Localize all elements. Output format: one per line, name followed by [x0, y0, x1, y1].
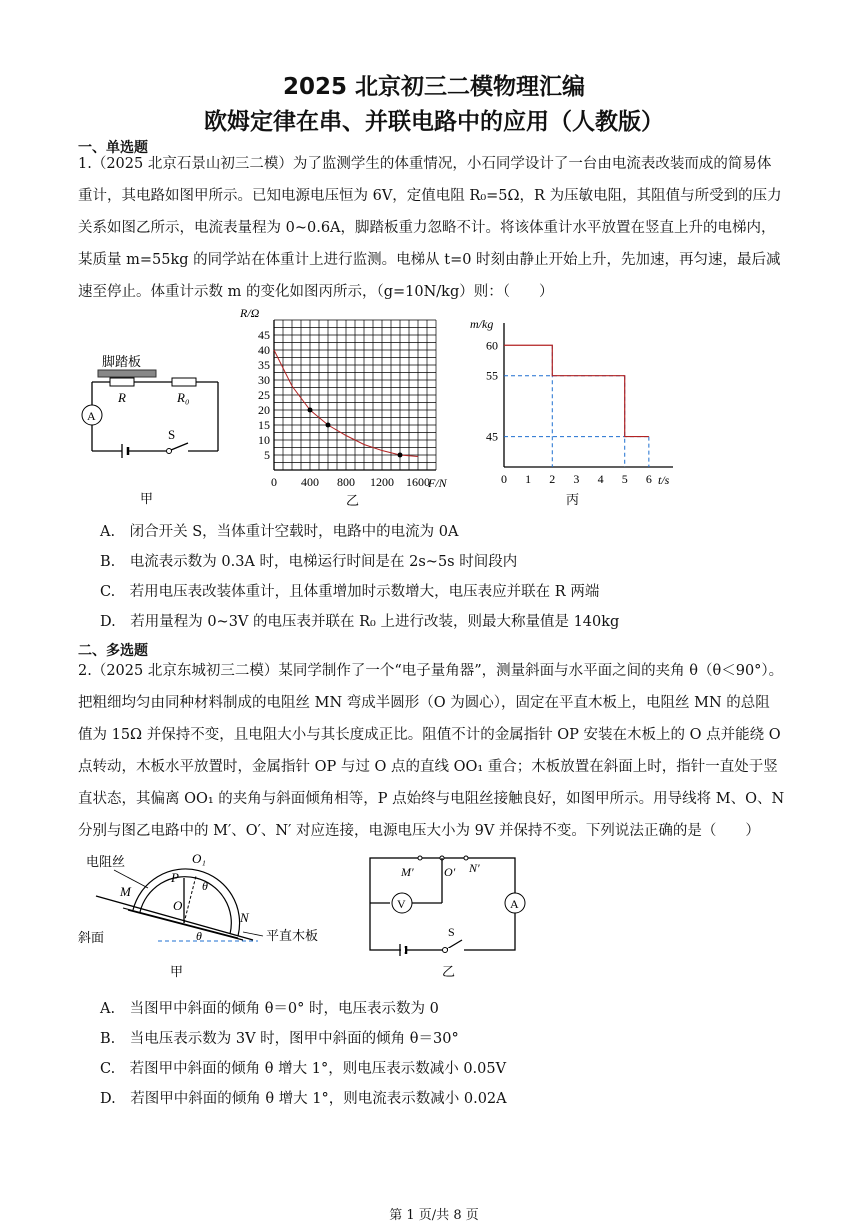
- n-label: N: [240, 910, 249, 925]
- mt-axes: [504, 323, 673, 467]
- q1-option-b: B. 电流表示数为 0.3A 时，电梯运行时间是在 2s~5s 时间段内: [100, 554, 518, 570]
- q1-option-a: A. 闭合开关 S，当体重计空载时，电路中的电流为 0A: [100, 524, 459, 540]
- o-label: O: [173, 898, 183, 913]
- mt-x-tick-label: 4: [597, 472, 604, 486]
- mt-ylabel: m/kg: [470, 317, 494, 331]
- mt-x-tick-label: 1: [525, 472, 532, 486]
- switch-label: S: [168, 427, 176, 442]
- ammeter-label: A: [510, 897, 519, 911]
- rf-ylabel: R/Ω: [240, 306, 260, 320]
- rf-x-ticks: [271, 475, 430, 489]
- rf-y-tick-label: 5: [264, 448, 270, 462]
- mt-x-tick-label: 5: [621, 472, 628, 486]
- board-label: 平直木板: [266, 928, 319, 943]
- rf-x-tick-label: 1600: [406, 475, 430, 489]
- q1-option-c: C. 若用电压表改装体重计，且体重增加时示数增大，电压表应并联在 R 两端: [100, 584, 600, 600]
- o-prime-label: O′: [444, 865, 456, 879]
- figure-caption: 甲: [170, 964, 184, 979]
- rf-data-point: [308, 408, 313, 413]
- theta-label: θ: [202, 879, 208, 893]
- figure-caption: 丙: [566, 492, 580, 507]
- switch-icon: [447, 940, 462, 949]
- q1-mass-time-chart: [468, 312, 688, 510]
- mt-xlabel: t/s: [658, 473, 670, 487]
- rf-y-tick-label: 40: [258, 343, 270, 357]
- mt-x-ticks: [501, 472, 652, 486]
- page-subtitle: 欧姆定律在串、并联电路中的应用（人教版）: [204, 109, 664, 135]
- mt-y-tick-label: 60: [486, 338, 498, 353]
- q2-option-d: D. 若图甲中斜面的倾角 θ 增大 1°，则电流表示数减小 0.02A: [100, 1091, 507, 1107]
- q1-line: 速至停止。体重计示数 m 的变化如图丙所示，（g=10N/kg）则：（ ）: [78, 284, 554, 300]
- q2-line: 分别与图乙电路中的 M′、O′、N′ 对应连接，电源电压大小为 9V 并保持不变。下列说法正确的是（ ）: [78, 823, 760, 839]
- rf-x-tick-label: 1200: [370, 475, 394, 489]
- q1-line: 1.（2025 北京石景山初三二模）为了监测学生的体重情况，小石同学设计了一台由电流表改装而成的简易体: [78, 156, 772, 172]
- section-heading-single-choice: 一、单选题: [78, 140, 148, 156]
- mt-reference-dashes: [504, 345, 649, 467]
- q2-option-c: C. 若图甲中斜面的倾角 θ 增大 1°，则电压表示数减小 0.05V: [100, 1061, 507, 1077]
- slope-angle-label: θ: [196, 929, 202, 943]
- m-label: M: [120, 884, 131, 899]
- section-heading-multi-choice: 二、多选题: [78, 643, 148, 659]
- mt-x-tick-label: 3: [573, 472, 580, 486]
- ammeter-label: A: [87, 409, 96, 423]
- q2-line: 2.（2025 北京东城初三二模）某同学制作了一个“电子量角器”，测量斜面与水平面之间的夹角 θ（θ＜90°）。: [78, 663, 784, 679]
- figure-caption: 乙: [442, 964, 456, 979]
- q1-line: 重计，其电路如图甲所示。已知电源电压恒为 6V，定值电阻 R₀=5Ω，R 为压敏电阻，其阻值与所受到的压力: [78, 188, 782, 204]
- q2-option-b: B. 当电压表示数为 3V 时，图甲中斜面的倾角 θ＝30°: [100, 1031, 459, 1047]
- q2-line: 直状态，其偏离 OO₁ 的夹角与斜面倾角相等，P 点始终与电阻丝接触良好，如图甲所示。用导线将 M、O、N: [78, 791, 785, 807]
- board-line: [128, 910, 243, 940]
- p-label: P: [171, 870, 179, 885]
- q2-circuit-figure: [360, 848, 530, 983]
- m-prime-label: M′: [401, 865, 414, 879]
- figure-caption: 甲: [140, 491, 154, 506]
- rf-xlabel: F/N: [428, 476, 447, 490]
- question-1-stem: [78, 148, 794, 308]
- rf-y-tick-label: 45: [258, 328, 270, 342]
- resistor-r: [110, 378, 134, 386]
- mt-y-ticks: [486, 338, 498, 443]
- o1-label: O₁: [192, 851, 206, 866]
- mt-y-tick-label: 55: [486, 368, 498, 383]
- rf-y-tick-label: 20: [258, 403, 270, 417]
- wire-label: 电阻丝: [86, 854, 126, 869]
- rf-y-tick-label: 30: [258, 373, 270, 387]
- figure-caption: 乙: [346, 493, 360, 508]
- page-title: 2025 北京初三二模物理汇编: [282, 74, 586, 100]
- rf-y-tick-label: 15: [258, 418, 270, 432]
- mt-y-tick-label: 45: [486, 429, 498, 444]
- r-label: R: [118, 390, 126, 405]
- rf-data-point: [326, 423, 331, 428]
- rf-y-tick-label: 10: [258, 433, 270, 447]
- q2-option-a: A. 当图甲中斜面的倾角 θ＝0° 时，电压表示数为 0: [100, 1001, 439, 1017]
- r0-label: R₀: [177, 390, 190, 405]
- page-footer: 第 1 页/共 8 页: [389, 1208, 479, 1223]
- rf-data-point: [398, 453, 403, 458]
- q1-line: 某质量 m=55kg 的同学站在体重计上进行监测。电梯从 t=0 时刻由静止开始上升，先加速，再匀速，最后减: [78, 252, 781, 268]
- q2-line: 值为 15Ω 并保持不变，且电阻大小与其长度成正比。阻值不计的金属指针 OP 安装在木板上的 O 点并能绕 O: [78, 727, 781, 743]
- mt-x-tick-label: 2: [549, 472, 556, 486]
- rf-y-tick-label: 35: [258, 358, 270, 372]
- q2-protractor-figure: [78, 848, 338, 983]
- resistor-r0: [172, 378, 196, 386]
- q1-circuit-figure: [78, 340, 228, 510]
- rf-y-ticks: [258, 328, 270, 462]
- rf-x-tick-label: 0: [271, 475, 277, 489]
- mt-x-tick-label: 6: [645, 472, 652, 486]
- rf-y-tick-label: 25: [258, 388, 270, 402]
- n-prime-label: N′: [469, 861, 480, 875]
- mt-x-tick-label: 0: [501, 472, 507, 486]
- mt-step-line: [504, 345, 649, 436]
- switch-label: S: [448, 925, 455, 939]
- question-2-stem: [78, 655, 794, 847]
- resistance-wire-arc: [133, 869, 240, 936]
- line-oo1: [184, 876, 196, 923]
- q1-resistance-force-chart: [238, 305, 468, 510]
- q1-line: 关系如图乙所示，电流表量程为 0~0.6A，脚踏板重力忽略不计。将该体重计水平放置在竖直上升的电梯内，: [78, 220, 776, 236]
- rf-x-tick-label: 800: [337, 475, 355, 489]
- rf-x-tick-label: 400: [301, 475, 319, 489]
- q2-line: 把粗细均匀由同种材料制成的电阻丝 MN 弯成半圆形（O 为圆心），固定在平直木板上，电阻丝 MN 的总阻: [78, 695, 770, 711]
- switch-icon: [171, 443, 188, 450]
- voltmeter-label: V: [397, 897, 406, 911]
- slope-label: 斜面: [78, 930, 105, 945]
- pedal-label: 脚踏板: [102, 354, 142, 369]
- pedal-plate: [98, 370, 156, 377]
- q2-line: 点转动，木板水平放置时，金属指针 OP 与过 O 点的直线 OO₁ 重合；木板放置在斜面上时，指针一直处于竖: [78, 759, 778, 775]
- q1-option-d: D. 若用量程为 0~3V 的电压表并联在 R₀ 上进行改装，则最大称量值是 140kg: [100, 614, 620, 630]
